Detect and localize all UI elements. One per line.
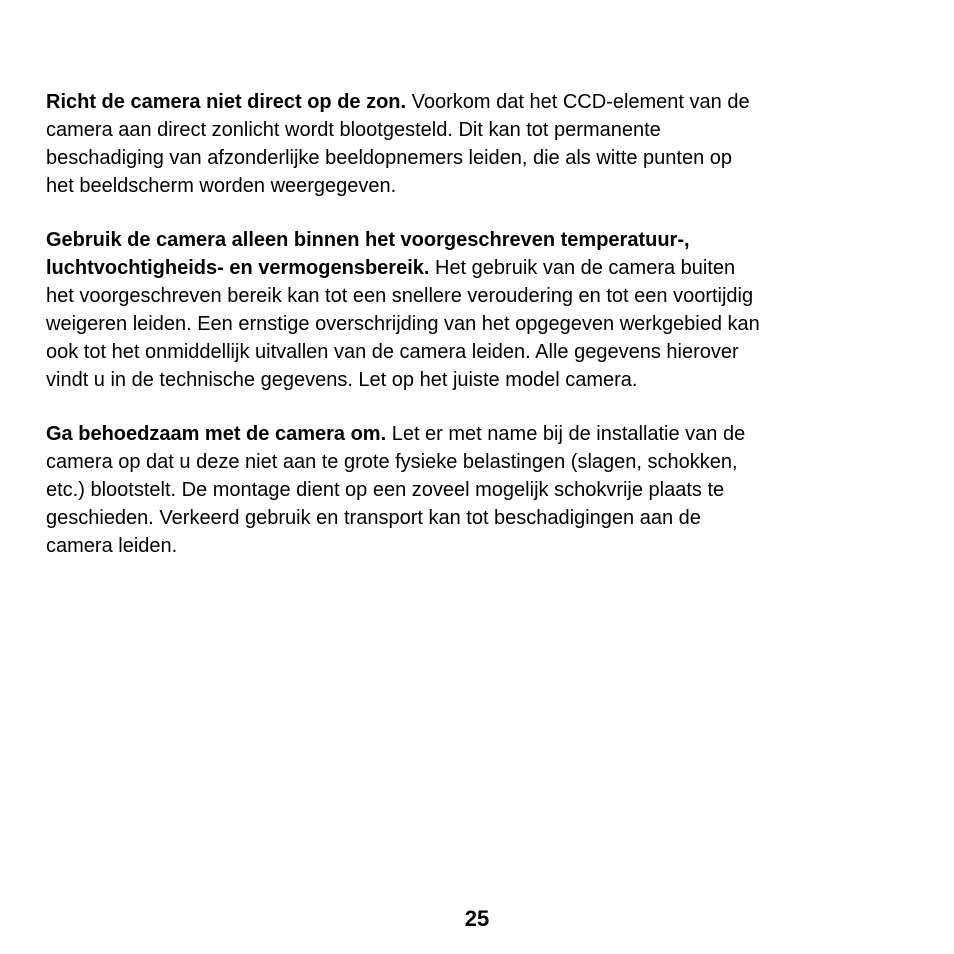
body-text: weigeren leiden. Een ernstige overschrijding van het opgegeven werkgebied kan (46, 313, 760, 335)
body-text: het voorgeschreven bereik kan tot een snellere veroudering en tot een voortijdig (46, 285, 754, 307)
paragraph-heading: Gebruik de camera alleen binnen het voorgeschreven temperatuur-, (46, 229, 690, 251)
text-line (46, 144, 916, 172)
paragraph-heading: luchtvochtigheids- en vermogensbereik. (46, 257, 430, 279)
body-text: camera op dat u deze niet aan te grote fysieke belastingen (slagen, schokken, (46, 451, 738, 473)
text-line (46, 172, 916, 200)
body-text: Het gebruik van de camera buiten (429, 257, 736, 279)
text-line (46, 116, 916, 144)
text-line (46, 476, 916, 504)
paragraph-heading: Ga behoedzaam met de camera om. (46, 423, 387, 445)
body-text: camera leiden. (46, 535, 178, 557)
text-line (46, 226, 916, 254)
body-text: etc.) blootstelt. De montage dient op een zoveel mogelijk schokvrije plaats te (46, 479, 725, 501)
text-line (46, 310, 916, 338)
text-line (46, 504, 916, 532)
page-number: 25 (464, 906, 490, 931)
paragraph-temperature-range (46, 226, 916, 394)
paragraph-heading: Richt de camera niet direct op de zon. (46, 91, 407, 113)
paragraph-careful-handling (46, 420, 916, 560)
text-line (46, 448, 916, 476)
page-content (46, 88, 916, 586)
body-text: ook tot het onmiddellijk uitvallen van de camera leiden. Alle gegevens hierover (46, 341, 739, 363)
text-line (46, 420, 916, 448)
text-line (46, 338, 916, 366)
text-line (46, 254, 916, 282)
body-text: beschadiging van afzonderlijke beeldopnemers leiden, die als witte punten op (46, 147, 733, 169)
text-line (46, 532, 916, 560)
text-line (46, 366, 916, 394)
body-text: het beeldscherm worden weergegeven. (46, 175, 397, 197)
body-text: camera aan direct zonlicht wordt blootgesteld. Dit kan tot permanente (46, 119, 661, 141)
paragraph-sun-warning (46, 88, 916, 200)
body-text: Let er met name bij de installatie van de (386, 423, 746, 445)
body-text: Voorkom dat het CCD-element van de (406, 91, 750, 113)
text-line (46, 282, 916, 310)
text-line (46, 88, 916, 116)
body-text: geschieden. Verkeerd gebruik en transport kan tot beschadigingen aan de (46, 507, 701, 529)
body-text: vindt u in de technische gegevens. Let op het juiste model camera. (46, 369, 638, 391)
